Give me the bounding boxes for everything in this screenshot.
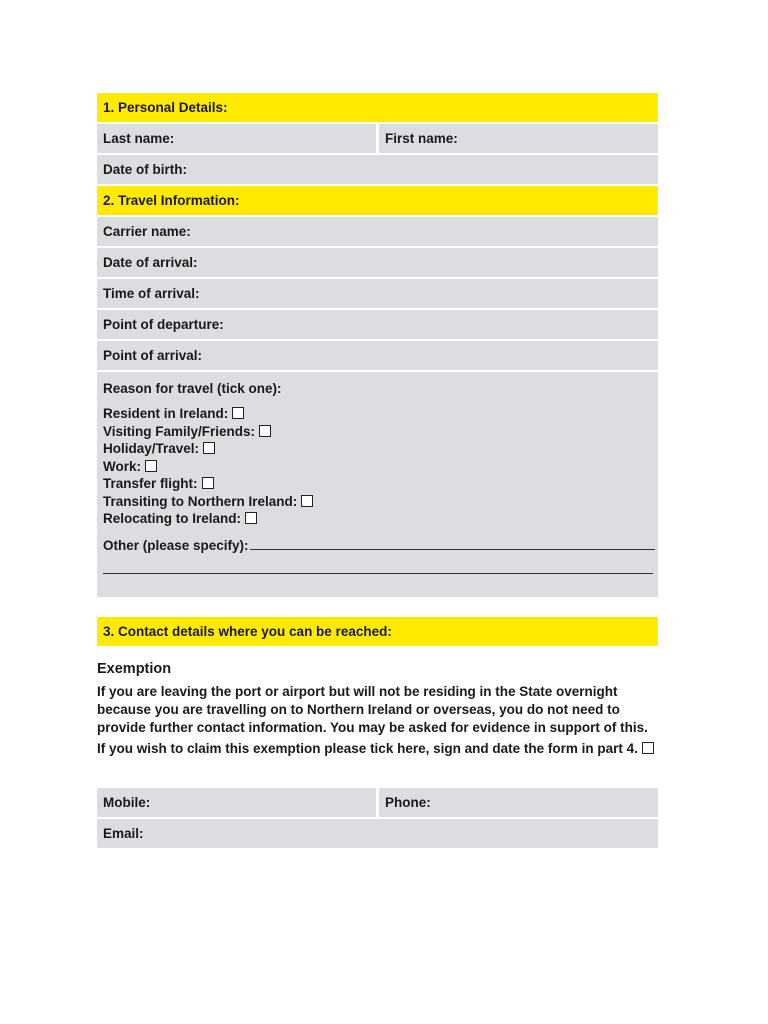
last-name-field[interactable]: Last name: <box>97 124 376 153</box>
exemption-claim-line <box>97 741 658 756</box>
carrier-row <box>97 217 658 246</box>
departure-row <box>97 310 658 339</box>
checkbox-transiting[interactable] <box>301 495 313 507</box>
option-label: Visiting Family/Friends: <box>103 423 256 439</box>
contact-header-row <box>97 617 658 646</box>
carrier-name-field[interactable]: Carrier name: <box>97 217 658 246</box>
date-arrival-row <box>97 248 658 277</box>
checkbox-work[interactable] <box>145 460 157 472</box>
other-input-line-2[interactable] <box>103 572 653 574</box>
contact-fields <box>97 788 658 850</box>
option-transiting <box>103 493 652 511</box>
option-label: Work: <box>103 458 142 474</box>
exemption-claim-text: If you wish to claim this exemption please tick here, sign and date the form in part 4. <box>97 741 638 756</box>
first-name-field[interactable]: First name: <box>379 124 658 153</box>
travel-info-header-row <box>97 186 658 215</box>
option-label: Holiday/Travel: <box>103 441 200 456</box>
option-label: Resident in Ireland: <box>103 406 229 421</box>
travel-info-header: 2. Travel Information: <box>97 186 658 215</box>
checkbox-transfer[interactable] <box>202 477 214 489</box>
date-of-arrival-field[interactable]: Date of arrival: <box>97 248 658 277</box>
option-label: Transiting to Northern Ireland: <box>103 493 298 509</box>
mobile-field[interactable]: Mobile: <box>97 788 376 817</box>
checkbox-exemption[interactable] <box>642 742 654 754</box>
exemption-title: Exemption <box>97 661 172 677</box>
exemption-body: If you are leaving the port or airport but will not be residing in the State overnight because you are travelling on to Northern Ireland or overseas, you do not need to provide further contact information. You may be asked for evidence in support of this. <box>97 684 648 735</box>
personal-details-header-row <box>97 93 658 122</box>
checkbox-visiting[interactable] <box>259 425 271 437</box>
point-of-arrival-field[interactable]: Point of arrival: <box>97 341 658 370</box>
checkbox-holiday[interactable] <box>203 442 215 454</box>
option-label: Transfer flight: <box>103 476 198 491</box>
option-resident <box>103 405 652 423</box>
email-row <box>97 819 658 848</box>
personal-details-header: 1. Personal Details: <box>97 93 658 122</box>
option-holiday <box>103 440 652 458</box>
reason-title: Reason for travel (tick one): <box>103 381 282 396</box>
phone-row <box>97 788 658 817</box>
email-field[interactable]: Email: <box>97 819 658 848</box>
checkbox-resident[interactable] <box>232 407 244 419</box>
exemption-section <box>97 661 658 756</box>
form-top <box>97 93 658 597</box>
option-work <box>103 458 652 476</box>
other-label: Other (please specify): <box>103 538 249 553</box>
time-of-arrival-field[interactable]: Time of arrival: <box>97 279 658 308</box>
dob-row <box>97 155 658 184</box>
point-of-departure-field[interactable]: Point of departure: <box>97 310 658 339</box>
option-visiting <box>103 423 652 441</box>
other-input-line[interactable] <box>250 537 655 550</box>
option-label: Relocating to Ireland: <box>103 511 242 526</box>
checkbox-relocating[interactable] <box>245 512 257 524</box>
phone-field[interactable]: Phone: <box>379 788 658 817</box>
name-row <box>97 124 658 153</box>
option-relocating <box>103 510 652 528</box>
arrival-row <box>97 341 658 370</box>
other-specify <box>103 537 655 553</box>
option-transfer <box>103 475 652 493</box>
time-arrival-row <box>97 279 658 308</box>
reason-for-travel-box <box>97 372 658 597</box>
contact-details-header: 3. Contact details where you can be reached: <box>97 617 658 646</box>
date-of-birth-field[interactable]: Date of birth: <box>97 155 658 184</box>
